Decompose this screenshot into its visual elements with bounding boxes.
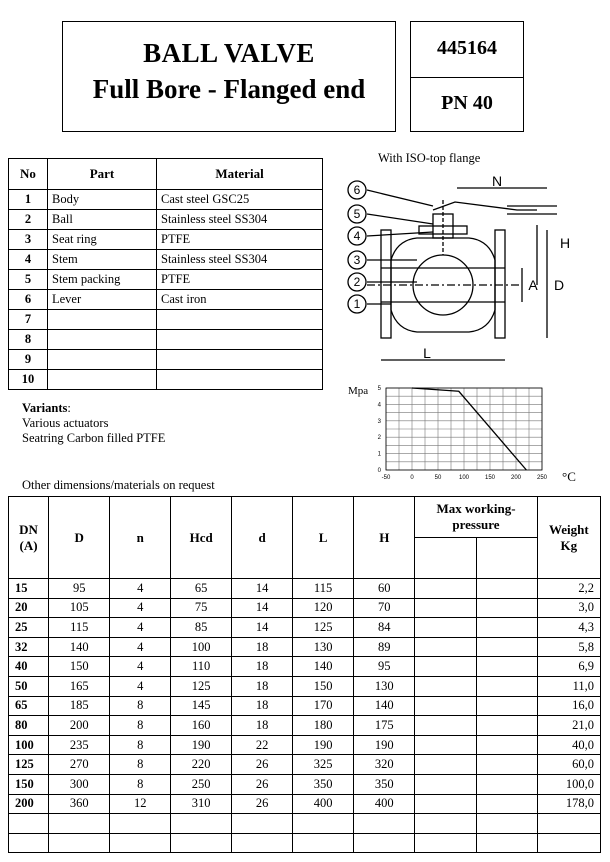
parts-cell-no: 6 xyxy=(9,290,48,310)
dim-cell-h xyxy=(354,814,415,834)
dim-cell-wt: 2,2 xyxy=(537,579,600,599)
callout-label: 4 xyxy=(353,229,361,243)
dim-row xyxy=(9,735,601,755)
dim-cell-hcd: 310 xyxy=(171,794,232,814)
variants-heading xyxy=(22,401,71,416)
parts-row xyxy=(9,270,323,290)
parts-row xyxy=(9,330,323,350)
dim-cell-n: 8 xyxy=(110,696,171,716)
parts-cell-no: 7 xyxy=(9,310,48,330)
dim-cell-d xyxy=(232,833,293,853)
parts-cell-part xyxy=(48,330,157,350)
dim-cell-dn: 32 xyxy=(9,637,49,657)
dimensions-body xyxy=(9,579,601,853)
dim-cell-dn: 50 xyxy=(9,676,49,696)
dim-cell-l: 115 xyxy=(292,579,353,599)
right-flange xyxy=(495,230,505,338)
parts-row xyxy=(9,310,323,330)
dim-cell-h: 190 xyxy=(354,735,415,755)
callout-label: 3 xyxy=(353,253,361,267)
dim-cell-p2 xyxy=(476,579,537,599)
dim-cell-p1 xyxy=(415,618,476,638)
dim-cell-l xyxy=(292,814,353,834)
parts-cell-material: Stainless steel SS304 xyxy=(157,250,323,270)
parts-cell-no: 3 xyxy=(9,230,48,250)
header-weight-label: Weight xyxy=(548,521,589,537)
dim-cell-wt xyxy=(537,814,600,834)
left-flange xyxy=(381,230,391,338)
dim-cell-d: 14 xyxy=(232,579,293,599)
dim-cell-hcd: 110 xyxy=(171,657,232,677)
dim-cell-h: 89 xyxy=(354,637,415,657)
dim-cell-d: 22 xyxy=(232,735,293,755)
dim-row xyxy=(9,833,601,853)
dim-cell-hcd: 85 xyxy=(171,618,232,638)
leader-5 xyxy=(367,214,433,224)
parts-table xyxy=(8,158,323,390)
dim-cell-wt: 40,0 xyxy=(537,735,600,755)
dim-row xyxy=(9,794,601,814)
variants-label: Variants xyxy=(22,401,68,415)
dim-cell-p2 xyxy=(476,814,537,834)
dim-cell-p2 xyxy=(476,598,537,618)
dim-cell-p1 xyxy=(415,833,476,853)
x-tick-label: 250 xyxy=(536,475,548,481)
dim-cell-d: 105 xyxy=(49,598,110,618)
parts-cell-material xyxy=(157,370,323,390)
header-dn xyxy=(9,497,49,579)
dim-row xyxy=(9,676,601,696)
parts-row xyxy=(9,190,323,210)
dim-cell-p1 xyxy=(415,579,476,599)
dim-cell-l: 190 xyxy=(292,735,353,755)
dim-cell-wt: 178,0 xyxy=(537,794,600,814)
x-axis-label: °C xyxy=(562,469,576,484)
dim-cell-wt: 3,0 xyxy=(537,598,600,618)
dim-cell-d xyxy=(232,814,293,834)
valve-drawing xyxy=(337,170,587,370)
dim-cell-n: 8 xyxy=(110,735,171,755)
dimension-label-d: D xyxy=(553,277,565,293)
dim-cell-l: 130 xyxy=(292,637,353,657)
dim-cell-p2 xyxy=(476,637,537,657)
callout-label: 5 xyxy=(353,207,361,221)
dim-cell-p2 xyxy=(476,676,537,696)
parts-header-part: Part xyxy=(48,159,157,190)
dim-cell-l: 150 xyxy=(292,676,353,696)
dim-cell-h: 130 xyxy=(354,676,415,696)
dim-cell-n: 4 xyxy=(110,676,171,696)
dim-cell-dn: 25 xyxy=(9,618,49,638)
dimension-label-a: A xyxy=(528,277,538,293)
dim-cell-h: 70 xyxy=(354,598,415,618)
parts-cell-no: 4 xyxy=(9,250,48,270)
dim-cell-d: 26 xyxy=(232,794,293,814)
x-tick-label: 200 xyxy=(510,475,522,481)
header-d-hole: d xyxy=(232,497,293,579)
dim-cell-h: 400 xyxy=(354,794,415,814)
dim-cell-d: 360 xyxy=(49,794,110,814)
parts-body xyxy=(9,190,323,390)
dim-cell-p2 xyxy=(476,833,537,853)
dim-row xyxy=(9,637,601,657)
y-tick-label: 2 xyxy=(377,435,381,442)
dim-cell-n: 4 xyxy=(110,579,171,599)
product-title: BALL VALVE xyxy=(143,38,315,68)
parts-cell-material xyxy=(157,350,323,370)
parts-cell-part: Lever xyxy=(48,290,157,310)
y-tick-label: 1 xyxy=(377,451,381,458)
dim-cell-hcd: 75 xyxy=(171,598,232,618)
x-tick-label: 150 xyxy=(484,475,496,481)
dim-cell-wt: 11,0 xyxy=(537,676,600,696)
header-dn-unit: (A) xyxy=(19,537,38,553)
dim-cell-wt: 21,0 xyxy=(537,716,600,736)
dim-cell-p1 xyxy=(415,598,476,618)
dim-cell-p2 xyxy=(476,755,537,775)
header-weight-unit: Kg xyxy=(560,537,578,553)
dim-cell-l: 170 xyxy=(292,696,353,716)
dim-cell-n: 4 xyxy=(110,598,171,618)
dim-cell-hcd: 65 xyxy=(171,579,232,599)
dim-cell-dn: 15 xyxy=(9,579,49,599)
dim-cell-p2 xyxy=(476,618,537,638)
dim-cell-l: 120 xyxy=(292,598,353,618)
dim-cell-p1 xyxy=(415,755,476,775)
dim-cell-n: 4 xyxy=(110,637,171,657)
dim-cell-n: 8 xyxy=(110,755,171,775)
dim-cell-d: 235 xyxy=(49,735,110,755)
dim-cell-n: 8 xyxy=(110,716,171,736)
dim-cell-p1 xyxy=(415,794,476,814)
parts-row xyxy=(9,210,323,230)
parts-cell-part xyxy=(48,310,157,330)
dim-cell-p1 xyxy=(415,814,476,834)
dimension-label-l: L xyxy=(423,345,431,361)
title-box xyxy=(62,21,396,132)
callout-label: 2 xyxy=(353,275,361,289)
product-code: 445164 xyxy=(437,37,497,59)
header-hcd: Hcd xyxy=(171,497,232,579)
dim-cell-wt: 16,0 xyxy=(537,696,600,716)
dim-cell-wt xyxy=(537,833,600,853)
parts-cell-part: Stem xyxy=(48,250,157,270)
x-tick-label: 100 xyxy=(458,475,470,481)
dim-cell-d: 200 xyxy=(49,716,110,736)
dim-cell-d: 140 xyxy=(49,637,110,657)
dim-row xyxy=(9,618,601,638)
parts-cell-material: Cast steel GSC25 xyxy=(157,190,323,210)
dim-cell-l: 180 xyxy=(292,716,353,736)
dim-cell-d: 150 xyxy=(49,657,110,677)
dim-cell-wt: 60,0 xyxy=(537,755,600,775)
dim-cell-p2 xyxy=(476,735,537,755)
dim-cell-dn xyxy=(9,814,49,834)
dim-cell-d: 14 xyxy=(232,598,293,618)
dimension-label-h: H xyxy=(559,235,571,251)
dim-cell-h xyxy=(354,833,415,853)
header-l: L xyxy=(292,497,353,579)
dimensions-table xyxy=(8,496,601,853)
dim-row xyxy=(9,716,601,736)
header-max-pressure: Max working-pressure xyxy=(415,497,537,538)
dim-cell-dn: 200 xyxy=(9,794,49,814)
dim-cell-h: 60 xyxy=(354,579,415,599)
parts-cell-material: PTFE xyxy=(157,270,323,290)
x-tick-label: 50 xyxy=(434,475,442,481)
parts-row xyxy=(9,290,323,310)
dim-cell-d: 300 xyxy=(49,774,110,794)
x-tick-label: 0 xyxy=(410,475,414,481)
dim-cell-p1 xyxy=(415,637,476,657)
dim-cell-n xyxy=(110,833,171,853)
parts-cell-material xyxy=(157,330,323,350)
dim-cell-p1 xyxy=(415,735,476,755)
leader-6 xyxy=(367,190,433,206)
dim-cell-hcd: 190 xyxy=(171,735,232,755)
dim-cell-wt: 5,8 xyxy=(537,637,600,657)
parts-cell-material xyxy=(157,310,323,330)
dim-cell-p2 xyxy=(476,716,537,736)
dim-row xyxy=(9,814,601,834)
dim-cell-p1 xyxy=(415,716,476,736)
pt-chart xyxy=(346,382,556,484)
dim-cell-d: 18 xyxy=(232,657,293,677)
dim-cell-h: 84 xyxy=(354,618,415,638)
dim-row xyxy=(9,598,601,618)
dim-cell-l: 400 xyxy=(292,794,353,814)
dim-cell-l: 125 xyxy=(292,618,353,638)
dim-cell-hcd: 250 xyxy=(171,774,232,794)
dim-cell-p2 xyxy=(476,774,537,794)
parts-cell-part xyxy=(48,370,157,390)
dim-cell-n: 4 xyxy=(110,618,171,638)
dim-row xyxy=(9,755,601,775)
dim-cell-d: 165 xyxy=(49,676,110,696)
dim-cell-d: 26 xyxy=(232,774,293,794)
dim-cell-d: 185 xyxy=(49,696,110,716)
dim-cell-d: 26 xyxy=(232,755,293,775)
dim-cell-h: 140 xyxy=(354,696,415,716)
parts-header-material: Material xyxy=(157,159,323,190)
dim-cell-l: 140 xyxy=(292,657,353,677)
dim-row xyxy=(9,657,601,677)
variant-line: Seatring Carbon filled PTFE xyxy=(22,431,166,445)
dim-cell-h: 175 xyxy=(354,716,415,736)
callout-label: 1 xyxy=(353,297,361,311)
parts-cell-no: 9 xyxy=(9,350,48,370)
parts-cell-material: PTFE xyxy=(157,230,323,250)
dim-cell-hcd: 125 xyxy=(171,676,232,696)
dim-cell-dn: 65 xyxy=(9,696,49,716)
code-divider xyxy=(411,77,523,78)
dim-cell-dn: 80 xyxy=(9,716,49,736)
dim-cell-wt: 6,9 xyxy=(537,657,600,677)
dim-cell-n xyxy=(110,814,171,834)
parts-cell-part: Seat ring xyxy=(48,230,157,250)
request-note: Other dimensions/materials on request xyxy=(22,478,215,492)
y-tick-label: 3 xyxy=(377,418,381,425)
y-tick-label: 4 xyxy=(377,402,381,409)
dim-cell-d: 18 xyxy=(232,696,293,716)
parts-cell-part: Stem packing xyxy=(48,270,157,290)
dim-cell-d: 14 xyxy=(232,618,293,638)
dim-cell-dn: 150 xyxy=(9,774,49,794)
dim-cell-p1 xyxy=(415,696,476,716)
dim-cell-h: 350 xyxy=(354,774,415,794)
dim-cell-hcd: 145 xyxy=(171,696,232,716)
parts-header-no: No xyxy=(9,159,48,190)
dim-header-row xyxy=(9,497,601,538)
dim-cell-hcd: 160 xyxy=(171,716,232,736)
dim-cell-hcd: 100 xyxy=(171,637,232,657)
dim-row xyxy=(9,579,601,599)
dim-cell-d xyxy=(49,814,110,834)
header-h: H xyxy=(354,497,415,579)
product-subtitle: Full Bore - Flanged end xyxy=(92,74,366,104)
header-n: n xyxy=(110,497,171,579)
parts-row xyxy=(9,350,323,370)
parts-cell-no: 10 xyxy=(9,370,48,390)
dim-cell-dn: 125 xyxy=(9,755,49,775)
y-tick-label: 5 xyxy=(377,386,381,392)
dim-cell-d: 18 xyxy=(232,716,293,736)
x-tick-label: -50 xyxy=(381,475,391,481)
parts-cell-part: Body xyxy=(48,190,157,210)
dim-cell-dn xyxy=(9,833,49,853)
dim-cell-hcd xyxy=(171,814,232,834)
dim-cell-d: 115 xyxy=(49,618,110,638)
parts-cell-part xyxy=(48,350,157,370)
dim-cell-hcd xyxy=(171,833,232,853)
dim-cell-d: 95 xyxy=(49,579,110,599)
variants-colon: : xyxy=(67,401,71,415)
parts-row xyxy=(9,250,323,270)
callout-label: 6 xyxy=(353,183,361,197)
dim-cell-p2 xyxy=(476,657,537,677)
parts-cell-material: Cast iron xyxy=(157,290,323,310)
parts-header-row xyxy=(9,159,323,190)
diagram-caption: With ISO-top flange xyxy=(378,151,481,165)
dim-cell-n: 12 xyxy=(110,794,171,814)
header-dn-label: DN xyxy=(19,521,38,537)
dim-cell-wt: 100,0 xyxy=(537,774,600,794)
parts-cell-no: 1 xyxy=(9,190,48,210)
dim-cell-p1 xyxy=(415,657,476,677)
parts-row xyxy=(9,370,323,390)
parts-cell-no: 8 xyxy=(9,330,48,350)
header-d-outer: D xyxy=(49,497,110,579)
parts-cell-part: Ball xyxy=(48,210,157,230)
parts-row xyxy=(9,230,323,250)
parts-cell-material: Stainless steel SS304 xyxy=(157,210,323,230)
dim-cell-d: 18 xyxy=(232,637,293,657)
pressure-class: PN 40 xyxy=(441,92,493,114)
dim-cell-l: 325 xyxy=(292,755,353,775)
dim-cell-d: 18 xyxy=(232,676,293,696)
dim-cell-h: 95 xyxy=(354,657,415,677)
dim-cell-n: 8 xyxy=(110,774,171,794)
dim-cell-dn: 40 xyxy=(9,657,49,677)
dim-row xyxy=(9,696,601,716)
dim-cell-p2 xyxy=(476,794,537,814)
code-box xyxy=(410,21,524,132)
header-weight xyxy=(537,497,600,579)
dim-cell-n: 4 xyxy=(110,657,171,677)
dim-cell-p2 xyxy=(476,696,537,716)
header-pressure-sub-1 xyxy=(415,538,476,579)
dim-row xyxy=(9,774,601,794)
dim-cell-d: 270 xyxy=(49,755,110,775)
dim-cell-wt: 4,3 xyxy=(537,618,600,638)
dim-cell-hcd: 220 xyxy=(171,755,232,775)
dim-cell-p1 xyxy=(415,676,476,696)
dim-cell-l: 350 xyxy=(292,774,353,794)
parts-cell-no: 5 xyxy=(9,270,48,290)
dim-cell-h: 320 xyxy=(354,755,415,775)
y-axis-label: Mpa xyxy=(348,385,369,397)
dim-cell-p1 xyxy=(415,774,476,794)
dim-cell-l xyxy=(292,833,353,853)
variant-line: Various actuators xyxy=(22,416,109,430)
header-pressure-sub-2 xyxy=(476,538,537,579)
dimension-label-n: N xyxy=(491,173,503,189)
dim-cell-dn: 20 xyxy=(9,598,49,618)
dim-cell-d xyxy=(49,833,110,853)
dim-cell-dn: 100 xyxy=(9,735,49,755)
y-tick-label: 0 xyxy=(377,468,381,474)
parts-cell-no: 2 xyxy=(9,210,48,230)
